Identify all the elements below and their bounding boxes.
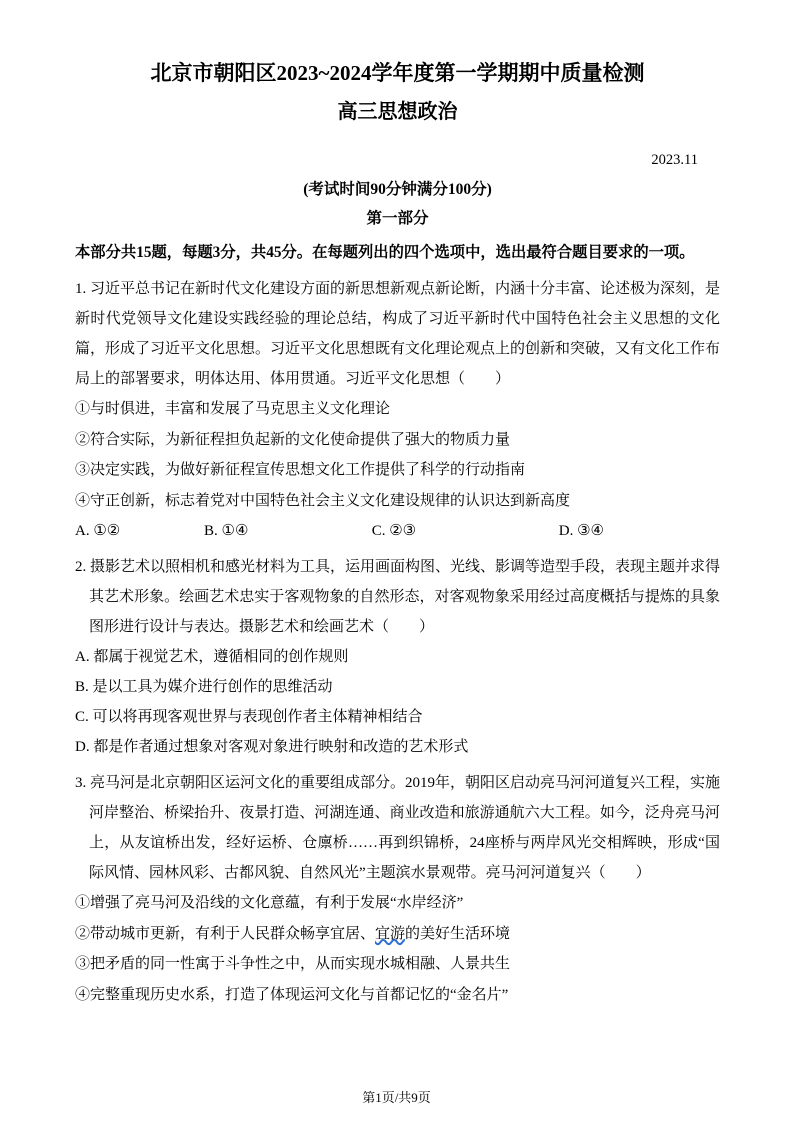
document-header bbox=[75, 58, 720, 200]
exam-title: 北京市朝阳区2023~2024学年度第一学期期中质量检测 bbox=[150, 61, 645, 85]
exam-subject: 高三思想政治 bbox=[337, 101, 458, 124]
question-1-choice-a: A. ①② bbox=[75, 523, 121, 540]
question-2-choice-d: D. 都是作者通过想象对客观对象进行映射和改造的艺术形式 bbox=[75, 739, 469, 756]
question-1-stem: 1. 习近平总书记在新时代文化建设方面的新思想新观点新论断，内涵十分丰富、论述极为深刻，是新时代党领导文化建设实践经验的理论总结，构成了习近平新时代中国特色社会主义思想的文化篇，形成了习近平文化思想。习近平文化思想既有文化理论观点上的创新和突破，又有文化工作布局上的部署要求，明体达用、体用贯通。习近平文化思想（ ） bbox=[75, 281, 721, 388]
question-1-statement-4: ④守正创新，标志着党对中国特色社会主义文化建设规律的认识达到新高度 bbox=[75, 492, 571, 509]
question-2-choice-c: C. 可以将再现客观世界与表现创作者主体精神相结合 bbox=[75, 709, 423, 726]
question-1-statement-3: ③决定实践，为做好新征程宣传思想文化工作提供了科学的行动指南 bbox=[75, 462, 526, 479]
exam-date: 2023.11 bbox=[651, 152, 698, 169]
question-2-choice-b: B. 是以工具为媒介进行创作的思维活动 bbox=[75, 679, 333, 696]
page-number-footer: 第1页/共9页 bbox=[362, 1090, 431, 1105]
question-3-statement-4: ④完整重现历史水系，打造了体现运河文化与首都记忆的“金名片” bbox=[75, 986, 509, 1003]
question-3-statement-2-post: 的美好生活环境 bbox=[405, 925, 511, 942]
question-3-statement-2-pre: ②带动城市更新，有利于人民群众畅享宜居、 bbox=[75, 925, 376, 942]
section-one-title: 第一部分 bbox=[366, 210, 429, 228]
question-1-statement-1: ①与时俱进，丰富和发展了马克思主义文化理论 bbox=[75, 401, 391, 418]
question-2-stem: 2. 摄影艺术以照相机和感光材料为工具，运用画面构图、光线、影调等造型手段，表现主题并求得其艺术形象。绘画艺术忠实于客观物象的自然形态，对客观物象采用经过高度概括与提炼的具象图形进行设计与表达。摄影艺术和绘画艺术（ ） bbox=[75, 559, 721, 636]
question-1-statement-2: ②符合实际，为新征程担负起新的文化使命提供了强大的物质力量 bbox=[75, 431, 511, 448]
question-1-choice-b: B. ①④ bbox=[204, 523, 249, 540]
question-2-choice-a: A. 都属于视觉艺术，遵循相同的创作规则 bbox=[75, 649, 349, 666]
question-2 bbox=[75, 552, 720, 762]
question-1-choice-d: D. ③④ bbox=[558, 523, 604, 540]
exam-duration-score: (考试时间90分钟满分100分) bbox=[303, 180, 492, 198]
question-3-statement-2-marked-text: 宜游 bbox=[375, 925, 406, 942]
question-1-choices bbox=[75, 516, 720, 546]
question-1-choice-c: C. ②③ bbox=[371, 523, 417, 540]
question-3-stem: 3. 亮马河是北京朝阳区运河文化的重要组成部分。2019年，朝阳区启动亮马河河道复兴工程，实施河岸整治、桥梁抬升、夜景打造、河湖连通、商业改造和旅游通航六大工程。如今，泛舟亮马河上，从友谊桥出发，经好运桥、仓廪桥……再到织锦桥，24座桥与两岸风光交相辉映，形成“国际风情、园林风彩、古都风貌、自然风光”主题滨水景观带。亮马河河道复兴（ ） bbox=[75, 775, 721, 882]
question-3-statement-3: ③把矛盾的同一性寓于斗争性之中，从而实现水城相融、人景共生 bbox=[75, 956, 511, 973]
question-3-statement-1: ①增强了亮马河及沿线的文化意蕴，有利于发展“水岸经济” bbox=[75, 895, 464, 912]
section-one-instructions: 本部分共15题，每题3分，共45分。在每题列出的四个选项中，选出最符合题目要求的一项。 bbox=[75, 244, 695, 262]
question-3-statement-2 bbox=[75, 919, 720, 950]
question-1 bbox=[75, 274, 720, 546]
question-3 bbox=[75, 768, 720, 1010]
